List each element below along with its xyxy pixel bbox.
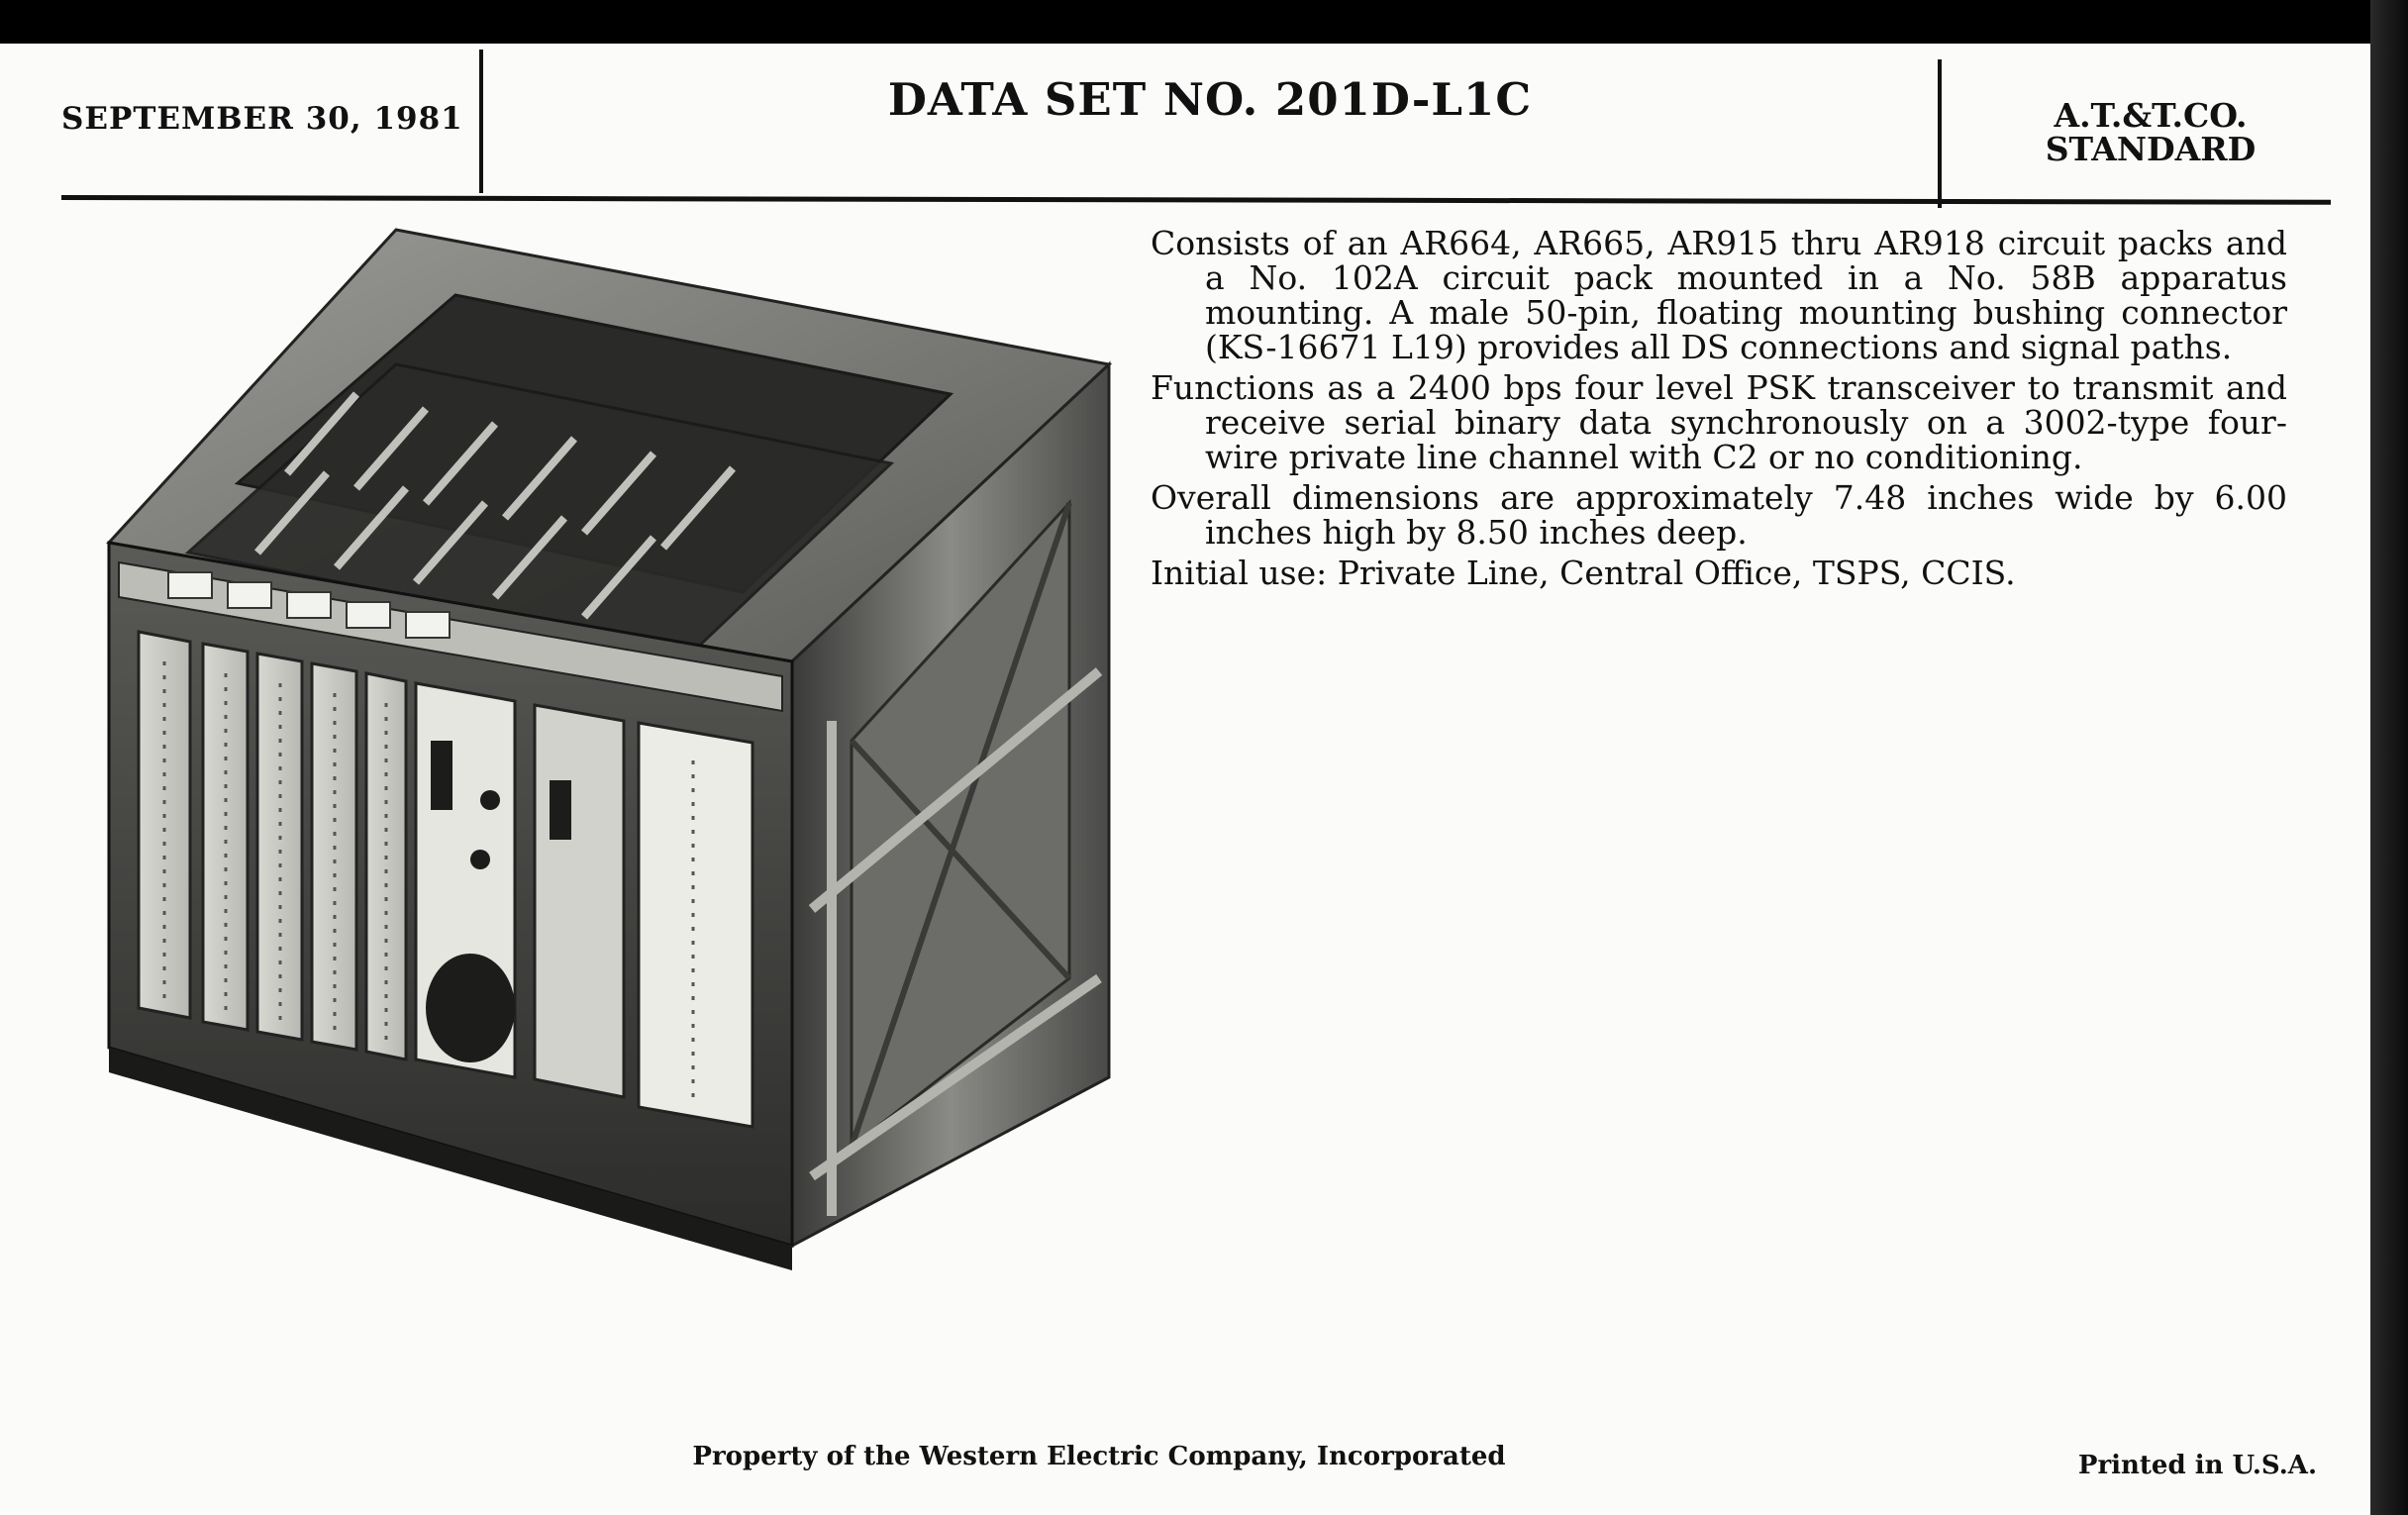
description-paragraph-3: Overall dimensions are approximately 7.48 inches wide by 6.00 inches high by 8.50 inches deep.: [1151, 478, 2287, 552]
document-date: SEPTEMBER 30, 1981: [61, 101, 463, 137]
printed-notice: Printed in U.S.A.: [2077, 1451, 2317, 1480]
property-notice: Property of the Western Electric Company, Incorporated: [692, 1442, 1506, 1471]
description-paragraph-1: Consists of an AR664, AR665, AR915 thru AR918 circuit packs and a No. 102A circuit pack mounted in a No. 58B apparatus mounting. A male 50-pin, floating mounting bushing connector (KS-16671 L19) provides all DS connections and signal paths.: [1151, 224, 2287, 366]
header-divider-left: [479, 50, 483, 193]
standard-label: [1943, 96, 2358, 168]
data-set-equipment-photo: [99, 226, 1129, 1275]
description-paragraph-4: Initial use: Private Line, Central Office, TSPS, CCIS.: [1151, 554, 2016, 592]
document-title: DATA SET NO. 201D-L1C: [887, 73, 1533, 126]
standard-line-2: STANDARD: [2045, 130, 2257, 168]
description: [1151, 226, 2287, 596]
header-divider-right: [1938, 59, 1942, 208]
description-paragraph-2: Functions as a 2400 bps four level PSK transceiver to transmit and receive serial binary data synchronously on a 3002-type four-wire private line channel with C2 or no conditioning.: [1151, 368, 2287, 476]
scan-edge: [2370, 0, 2408, 1515]
standard-line-1: A.T.&T.CO.: [2054, 96, 2248, 135]
